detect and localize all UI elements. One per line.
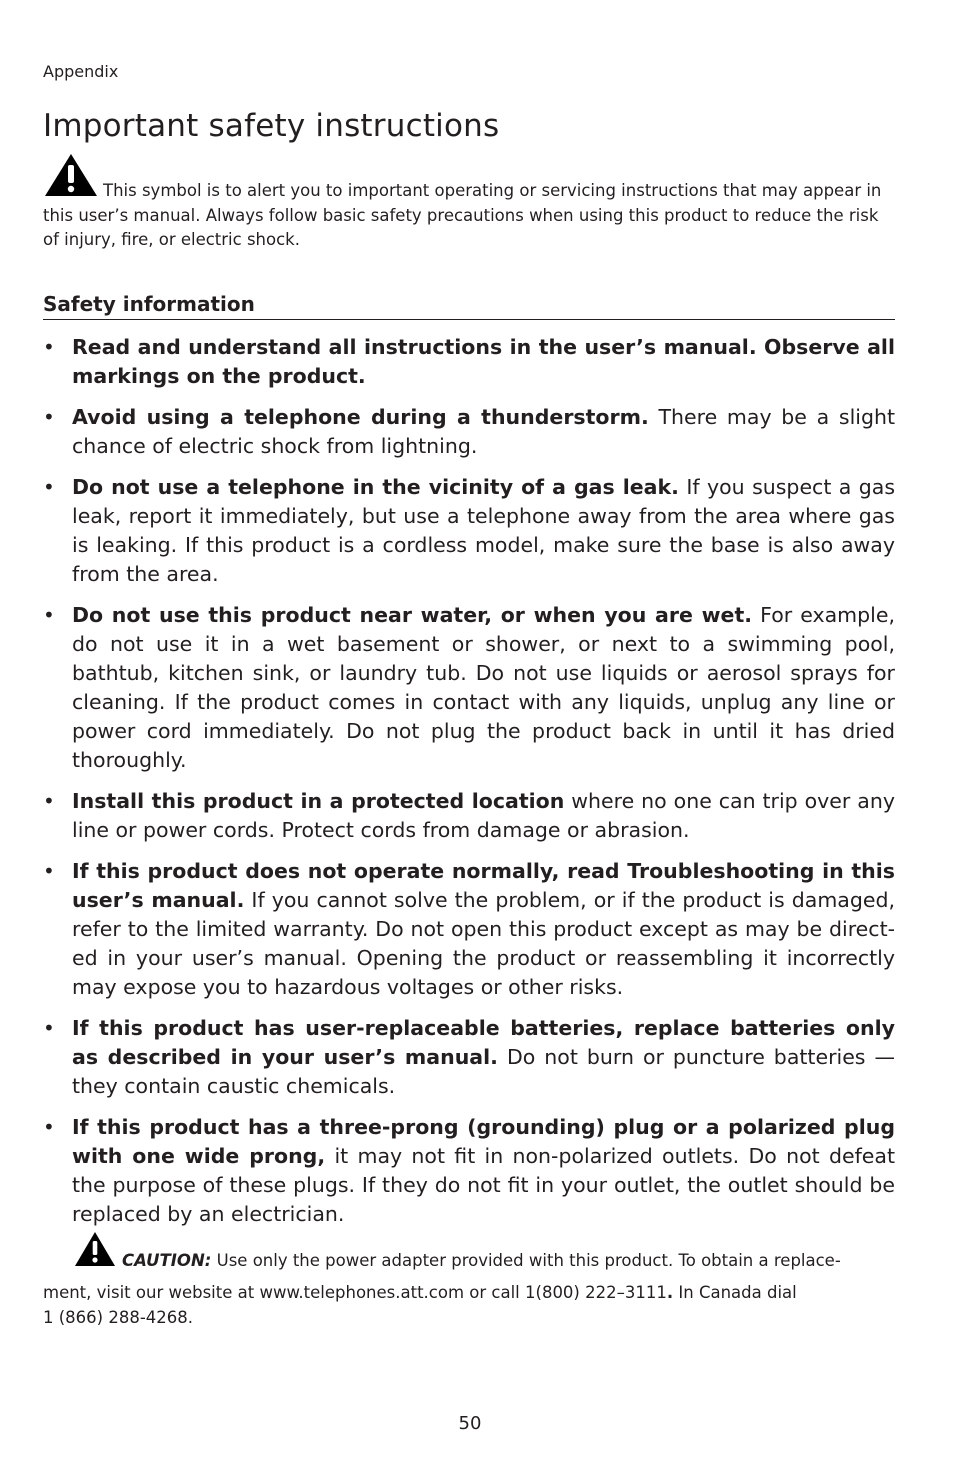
- item-bold: Avoid using a telephone during a thunderstorm.: [72, 405, 649, 429]
- caution-note: [73, 1230, 895, 1274]
- bullet-icon: •: [43, 335, 55, 359]
- item-bold: If this product does not operate normally, read Troubleshooting in this user’s manual.: [72, 859, 895, 912]
- warning-triangle-icon: [43, 152, 99, 198]
- intro-paragraph: [43, 152, 895, 253]
- list-item: [43, 473, 895, 589]
- item-text: If you suspect a gas leak, report it immediately, but use a telephone away from the area where gas is leaking. If this product is a cordless model, make sure the base is also away from the area.: [72, 475, 895, 586]
- list-item: [43, 333, 895, 391]
- item-bold: Read and understand all instructions in the user’s manual. Observe all markings on the product.: [72, 335, 895, 388]
- caution-text-period: .: [666, 1283, 674, 1302]
- bullet-icon: •: [43, 1115, 55, 1139]
- caution-text-line1: Use only the power adapter provided with this product. To obtain a replace-: [211, 1251, 841, 1270]
- caution-text-line3: 1 (866) 288-4268.: [43, 1307, 194, 1327]
- item-bold: Do not use this product near water, or when you are wet.: [72, 603, 753, 627]
- item-bold: If this product has user-replaceable batteries, replace batteries only as described in your user’s manual.: [72, 1016, 895, 1069]
- safety-information-heading: Safety information: [43, 292, 895, 320]
- item-text: There may be a slight chance of electric shock from lightning.: [72, 405, 895, 458]
- bullet-icon: •: [43, 789, 55, 813]
- list-item: [43, 403, 895, 461]
- caution-text-line2b: In Canada dial: [673, 1283, 797, 1302]
- list-item: [43, 857, 895, 1002]
- bullet-icon: •: [43, 603, 55, 627]
- page-title: Important safety instructions: [43, 108, 500, 144]
- warning-triangle-icon: [73, 1230, 117, 1268]
- bullet-icon: •: [43, 859, 55, 883]
- item-bold: Do not use a telephone in the vicinity of a gas leak.: [72, 475, 679, 499]
- item-bold: Install this product in a protected location: [72, 789, 565, 813]
- item-text: Do not burn or puncture batteries — they contain caustic chemicals.: [72, 1045, 895, 1098]
- list-item: [43, 787, 895, 845]
- caution-text-line2: ment, visit our website at www.telephones.att.com or call 1(800) 222–3111: [43, 1283, 667, 1302]
- item-text: where no one can trip over any line or power cords. Protect cords from damage or abrasion.: [72, 789, 895, 842]
- caution-continuation: [43, 1281, 895, 1330]
- page-number: 50: [458, 1413, 482, 1434]
- section-label: Appendix: [43, 62, 119, 81]
- safety-list: [43, 333, 895, 1241]
- bullet-icon: •: [43, 1016, 55, 1040]
- bullet-icon: •: [43, 475, 55, 499]
- item-text: If you cannot solve the problem, or if the product is damaged, refer to the limited warranty. Do not open this product except as may be direct-ed in your user’s manual. Opening the product or reassembling it incorrectly may expose you to hazardous voltages or other risks.: [72, 888, 896, 999]
- item-bold: If this product has a three-prong (grounding) plug or a polarized plug with one wide prong,: [72, 1115, 895, 1168]
- list-item: [43, 1014, 895, 1101]
- caution-label: CAUTION:: [122, 1251, 212, 1270]
- bullet-icon: •: [43, 405, 55, 429]
- list-item: [43, 601, 895, 775]
- intro-text: This symbol is to alert you to important operating or servicing instructions that may appear in this user’s manual. Always follow basic safety precautions when using this product to reduce the risk of injury, fire, or electric shock.: [43, 181, 882, 249]
- item-text: it may not fit in non-polarized outlets. Do not defeat the purpose of these plugs. If they do not fit in your outlet, the outlet should be replaced by an electrician.: [72, 1144, 895, 1226]
- list-item: [43, 1113, 895, 1229]
- item-text: For example, do not use it in a wet basement or shower, or next to a swimming pool, bathtub, kitchen sink, or laundry tub. Do not use liquids or aerosol sprays for cleaning. If the product comes in contact with any liquids, unplug any line or power cord immediately. Do not plug the product back in until it has dried thoroughly.: [72, 603, 895, 772]
